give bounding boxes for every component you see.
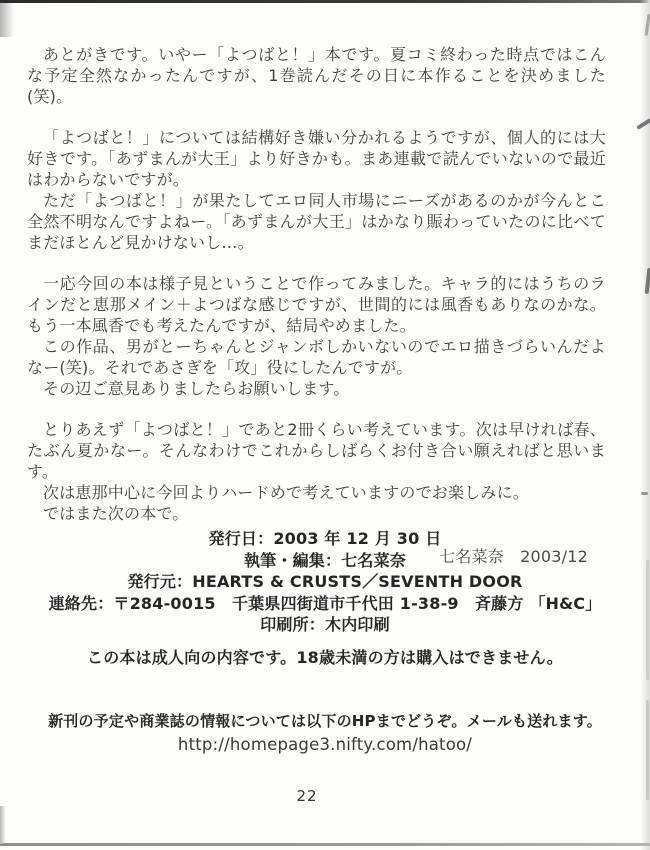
colophon-contact-address: 連絡先：〒284-0015 千葉県四街道市千代田 1-38-9 斉藤方 「H&C」 xyxy=(48,593,602,613)
website-info: 新刊の予定や商業誌の情報については以下のHPまでどうぞ。メールも送れます。 xyxy=(48,712,602,730)
afterword-section xyxy=(27,44,606,567)
adult-content-notice: この本は成人向の内容です。18歳未満の方は購入はできません。 xyxy=(87,647,563,667)
scan-smudge-bottom-left xyxy=(0,806,6,844)
scan-artifact xyxy=(645,268,650,294)
scan-artifact xyxy=(646,560,649,680)
afterword-paragraph: ではまた次の本で。 xyxy=(43,504,189,523)
scan-edge-right xyxy=(640,0,650,850)
scan-artifact xyxy=(641,492,648,495)
page-number: 22 xyxy=(296,787,318,805)
scan-artifact xyxy=(646,700,649,800)
scan-smudge-top-left xyxy=(0,3,14,37)
afterword-paragraph: 「よつばと！」については結構好き嫌い分かれるようですが、個人的には大好きです。「あずまんが大王」より好きかも。まあ連載で読んでいないので最近はわからないですが。 xyxy=(27,128,606,189)
afterword-paragraph: あとがきです。いやー「よつばと！」本です。夏コミ終わった時点ではこんな予定全然なかったんですが、1巻読んだその日に本作ることを決めました(笑)。 xyxy=(27,45,606,106)
afterword-paragraph: 一応今回の本は様子見ということで作ってみました。キャラ的にはうちのラインだと恵那メイン＋よつばな感じですが、世間的には風香もありなのかな。もう一本風香でも考えたんですが、結局やめました。 xyxy=(27,274,606,335)
colophon-section xyxy=(20,528,630,755)
colophon-publisher: 発行元：HEARTS & CRUSTS／SEVENTH DOOR xyxy=(127,572,523,591)
afterword-paragraph: ただ「よつばと！」が果たしてエロ同人市場にニーズがあるのかが今んとこ全然不明なんですよねー。「あずまんが大王」はかなり賑わっていたのに比べてまだほとんど見かけないし…。 xyxy=(27,191,606,252)
scan-edge-top xyxy=(0,0,650,3)
afterword-paragraph: この作品、男がとーちゃんとジャンボしかいないのでエロ描きづらいんだよなー(笑)。それであさぎを「攻」役にしたんですが。 xyxy=(27,337,606,377)
colophon-author: 執筆・編集：七名菜奈 xyxy=(243,550,406,570)
author-signature: 七名菜奈 2003/12 xyxy=(439,547,588,566)
afterword-paragraph: 次は恵那中心に今回よりハードめで考えていますのでお楽しみに。 xyxy=(43,483,530,502)
afterword-paragraph: とりあえず「よつばと！」であと2冊くらい考えています。次は早ければ春、たぶん夏かなー。そんなわけでこれからしばらくお付き合い願えればと思います。 xyxy=(27,420,606,481)
afterword-paragraph: その辺ご意見ありましたらお願いします。 xyxy=(43,379,350,398)
scan-artifact xyxy=(644,14,650,36)
colophon-printer: 印刷所：木内印刷 xyxy=(260,615,390,634)
website-url: http://homepage3.nifty.com/hatoo/ xyxy=(177,734,473,754)
scan-artifact xyxy=(636,118,650,130)
colophon-publish-date: 発行日：2003 年 12 月 30 日 xyxy=(208,529,442,548)
scan-edge-bottom xyxy=(0,843,650,846)
